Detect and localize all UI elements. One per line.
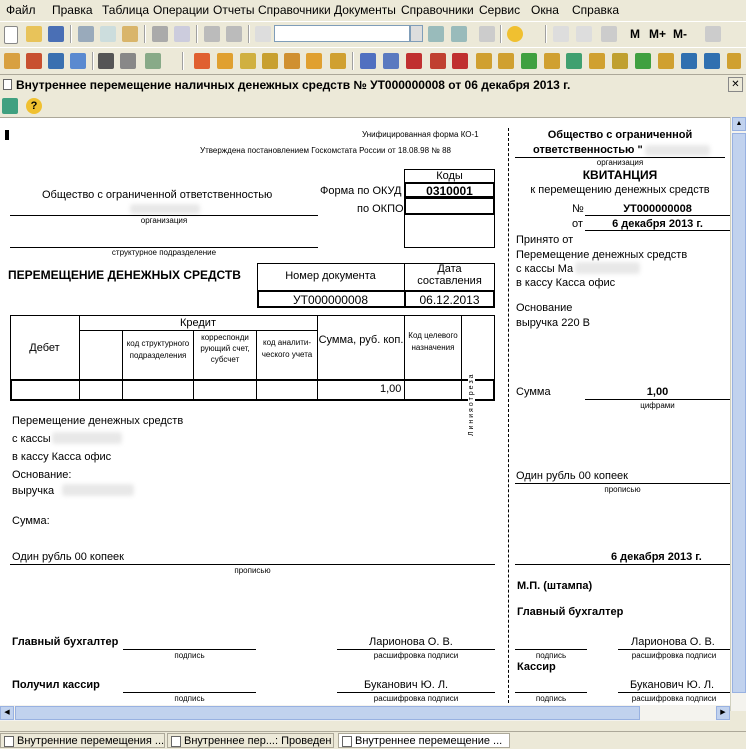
vertical-scroll-thumb[interactable] — [732, 133, 746, 693]
from-cash-label: с кассы — [12, 433, 51, 445]
col-analytics: код аналити- ческого учета — [261, 338, 313, 359]
menu-windows[interactable]: Окна — [531, 3, 559, 17]
document-heading: ПЕРЕМЕЩЕНИЕ ДЕНЕЖНЫХ СРЕДСТВ — [8, 268, 241, 282]
doc-date-value: 06.12.2013 — [419, 293, 480, 307]
signature-decode-caption-2: расшифровка подписи — [373, 694, 459, 703]
doc-red2-icon[interactable] — [430, 53, 446, 69]
col-corr-account: корреспонди рующий счет, субсчет — [200, 333, 250, 364]
return-icon[interactable] — [306, 53, 322, 69]
receipt-org: Общество с ограниченной — [547, 129, 693, 141]
report-icon[interactable] — [70, 53, 86, 69]
document-icon — [4, 736, 14, 747]
receipt-title: КВИТАНЦИЯ — [582, 168, 658, 182]
doc-red-icon[interactable] — [406, 53, 422, 69]
menu-documents[interactable]: Документы — [334, 3, 396, 17]
document-window-titlebar — [0, 74, 746, 96]
tools-icon[interactable] — [705, 26, 721, 42]
clipboard-icon[interactable] — [601, 26, 617, 42]
doc-blue-icon[interactable] — [360, 53, 376, 69]
cashier-received-label: Получил кассир — [12, 679, 100, 691]
redo-icon[interactable] — [226, 26, 242, 42]
new-document-icon[interactable] — [4, 26, 18, 44]
window-tab-3[interactable] — [338, 733, 510, 748]
goods-icon[interactable] — [262, 53, 278, 69]
find-next-icon[interactable] — [428, 26, 444, 42]
org-name: Общество с ограниченной ответственностью — [42, 189, 273, 201]
debit-header: Дебет — [29, 342, 60, 354]
orders-icon[interactable] — [26, 53, 42, 69]
receipt-to-cash: в кассу Касса офис — [516, 277, 616, 289]
receipt-in-words-caption: прописью — [604, 485, 641, 494]
paste-icon[interactable] — [122, 26, 138, 42]
receipt-date: 6 декабря 2013 г. — [612, 218, 703, 230]
receipt-chief-accountant: Главный бухгалтер — [517, 606, 624, 618]
receipt-basis-value: выручка 220 В — [516, 317, 590, 329]
approved-label: Утверждена постановлением Госкомстата России от 18.08.98 № 88 — [200, 146, 451, 155]
signature-caption-2: подпись — [174, 694, 205, 703]
doc-yellow6-icon[interactable] — [658, 53, 674, 69]
window-tab-1[interactable] — [0, 733, 165, 748]
col-sum: Сумма, руб. коп. — [318, 334, 404, 346]
receipt-sum-words: Один рубль 00 копеек — [516, 470, 628, 482]
receipt-sum-label: Сумма — [516, 386, 551, 398]
window-tab-2[interactable] — [167, 733, 334, 748]
preview-icon[interactable] — [174, 26, 190, 42]
receipt-org-caption: организация — [596, 158, 644, 167]
cash-out-icon[interactable] — [217, 53, 233, 69]
horizontal-scrollbar[interactable] — [0, 705, 730, 721]
close-icon[interactable]: ✕ — [728, 77, 743, 92]
search-input[interactable] — [274, 25, 410, 42]
bank-icon[interactable] — [240, 53, 256, 69]
col-division-code: код структурного подразделения — [126, 339, 190, 360]
receipt-from-cash: с кассы Ма — [516, 263, 574, 275]
movement-label: Перемещение денежных средств — [12, 415, 184, 427]
standard-toolbar — [0, 21, 746, 47]
signature-decode-caption-1: расшифровка подписи — [373, 651, 459, 660]
receipt-stamp: М.П. (штампа) — [517, 580, 593, 592]
window-tab-label: Внутреннее пер...: Проведен — [184, 735, 332, 747]
copy-icon[interactable] — [100, 26, 116, 42]
calendar-icon[interactable] — [576, 26, 592, 42]
receipt-signature-decode-caption-2: расшифровка подписи — [631, 694, 717, 703]
undo-icon[interactable] — [204, 26, 220, 42]
doc-yellow2-icon[interactable] — [498, 53, 514, 69]
document-icon — [171, 736, 181, 747]
doc-blue3-icon[interactable] — [704, 53, 720, 69]
document-print-form — [0, 117, 730, 712]
vertical-scrollbar[interactable] — [730, 117, 746, 711]
menu-reports[interactable]: Отчеты — [213, 3, 255, 17]
invoice-icon[interactable] — [48, 53, 64, 69]
menu-file[interactable]: Файл — [6, 3, 36, 17]
receipt-number: УТ000000008 — [623, 203, 692, 215]
okpo-label: по ОКПО — [357, 203, 404, 215]
okud-value: 0310001 — [426, 184, 473, 198]
doc-number-value: УТ000000008 — [292, 293, 369, 307]
find-prev-icon[interactable] — [451, 26, 467, 42]
document-toolbar — [0, 95, 746, 117]
window-title: Внутреннее перемещение наличных денежных средств № УТ000000008 от 06 декабря 2013 г. — [16, 78, 571, 92]
to-cash-label: в кассу Касса офис — [12, 451, 112, 463]
chief-accountant-name: Ларионова О. В. — [369, 636, 453, 648]
credit-header: Кредит — [179, 317, 216, 329]
journal-icon[interactable] — [4, 53, 20, 69]
doc-yellow5-icon[interactable] — [612, 53, 628, 69]
receipt-date-label: от — [572, 218, 583, 230]
print-icon[interactable] — [152, 26, 168, 42]
sum-in-words: Один рубль 00 копеек — [12, 551, 124, 563]
receipt-movement: Перемещение денежных средств — [516, 249, 688, 261]
open-folder-icon[interactable] — [26, 26, 42, 42]
basis-label: Основание: — [12, 469, 72, 481]
scroll-up-icon[interactable]: ▲ — [732, 117, 746, 131]
receipt-number-label: № — [572, 203, 584, 215]
window-icon[interactable] — [479, 26, 495, 42]
menu-operations[interactable]: Операции — [153, 3, 210, 17]
window-tabs-bar — [0, 731, 746, 749]
sale-icon[interactable] — [284, 53, 300, 69]
edit-icon[interactable] — [145, 53, 161, 69]
menu-references[interactable]: Справочники — [258, 3, 331, 17]
memory-minus-button[interactable]: M- — [673, 27, 687, 41]
users-icon[interactable] — [98, 53, 114, 69]
memory-plus-button[interactable]: M+ — [649, 27, 667, 41]
doc-yellow-icon[interactable] — [476, 53, 492, 69]
receipt-date-2: 6 декабря 2013 г. — [611, 551, 702, 563]
org-caption: организация — [140, 216, 188, 225]
memory-button[interactable]: M — [630, 27, 640, 41]
receipt-chief-accountant-name: Ларионова О. В. — [631, 636, 715, 648]
help-icon[interactable]: ? — [26, 98, 42, 114]
info-icon[interactable] — [507, 26, 523, 42]
receipt-digits-caption: цифрами — [640, 401, 675, 410]
receipt-signature-caption-1: подпись — [535, 651, 567, 660]
doc-yellow4-icon[interactable] — [589, 53, 605, 69]
print-form-icon[interactable] — [2, 98, 18, 114]
receipt-signature-decode-caption-1: расшифровка подписи — [631, 651, 717, 660]
save-icon[interactable] — [48, 26, 64, 42]
scroll-left-icon[interactable]: ◀ — [0, 706, 14, 720]
receipt-accepted-from: Принято от — [516, 234, 574, 246]
doc-list-icon[interactable] — [383, 53, 399, 69]
window-tab-label: Внутреннее перемещение ... — [355, 735, 503, 747]
horizontal-scroll-thumb[interactable] — [15, 706, 640, 720]
cut-icon[interactable] — [78, 26, 94, 42]
doc-number-header: Номер документа — [285, 270, 376, 282]
move-icon[interactable] — [330, 53, 346, 69]
signature-caption-1: подпись — [174, 651, 205, 660]
doc-date-header: Дата составления — [417, 263, 482, 287]
doc-yellow7-icon[interactable] — [727, 53, 741, 69]
receipt-subtitle: к перемещению денежных средств — [530, 184, 710, 196]
receipt-org-2: ответственностью " — [533, 144, 643, 156]
documents-toolbar — [0, 47, 746, 74]
sum-label: Сумма: — [12, 515, 50, 527]
menu-service[interactable]: Сервис — [479, 3, 521, 17]
menu-references-2[interactable]: Справочники — [401, 3, 474, 17]
cut-line-label: Л и н и я о т р е з а — [468, 374, 475, 436]
division-caption: структурное подразделение — [111, 248, 217, 257]
col-purpose: Код целевого назначения — [408, 331, 458, 352]
okud-label: Форма по ОКУД — [320, 185, 402, 197]
search-dropdown-icon[interactable] — [410, 25, 423, 42]
cut-line — [508, 128, 509, 708]
doc-blue2-icon[interactable] — [681, 53, 697, 69]
receipt-sum-value: 1,00 — [646, 386, 669, 398]
doc-yellow3-icon[interactable] — [544, 53, 560, 69]
codes-header: Коды — [436, 170, 463, 182]
menu-bar — [0, 0, 746, 20]
table-sum-value: 1,00 — [380, 383, 402, 395]
menu-edit[interactable]: Правка — [52, 3, 93, 17]
window-tab-label: Внутренние перемещения ... — [17, 735, 165, 747]
doc-green3-icon[interactable] — [635, 53, 651, 69]
receipt-signature-caption-2: подпись — [535, 694, 567, 703]
document-icon — [342, 736, 352, 747]
unified-form-label: Унифицированная форма КО-1 — [362, 130, 479, 139]
doc-red3-icon[interactable] — [452, 53, 468, 69]
cash-in-icon[interactable] — [194, 53, 210, 69]
document-icon — [3, 79, 12, 90]
receipt-basis: Основание — [516, 302, 573, 314]
receipt-cashier: Кассир — [517, 661, 556, 673]
menu-help[interactable]: Справка — [572, 3, 620, 17]
menu-table[interactable]: Таблица — [102, 3, 150, 17]
doc-green2-icon[interactable] — [566, 53, 582, 69]
calculator-icon[interactable] — [553, 26, 569, 42]
chief-accountant-label: Главный бухгалтер — [12, 636, 119, 648]
cashier-name: Буканович Ю. Л. — [364, 679, 449, 691]
in-words-caption: прописью — [234, 566, 271, 575]
grid-icon[interactable] — [120, 53, 136, 69]
cursor-marker — [5, 130, 9, 140]
receipt-cashier-name: Буканович Ю. Л. — [630, 679, 715, 691]
scroll-right-icon[interactable]: ▶ — [716, 706, 730, 720]
doc-green-icon[interactable] — [521, 53, 537, 69]
basis-value: выручка — [12, 485, 55, 497]
search-icon[interactable] — [255, 26, 271, 42]
